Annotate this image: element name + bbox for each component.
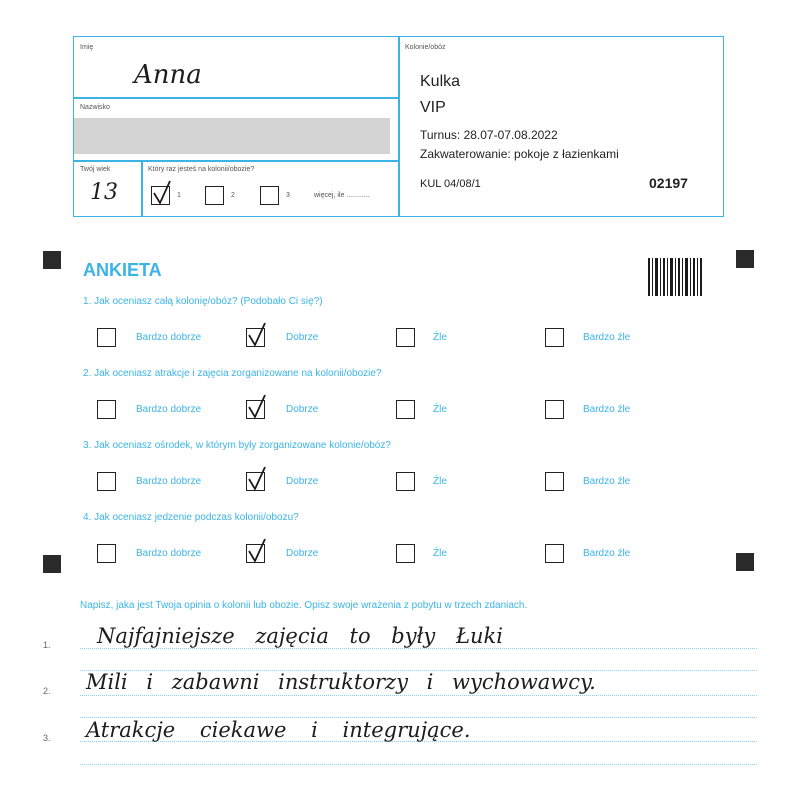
name-value: Anna [134,60,202,90]
registration-marker-top-right [736,250,754,268]
writing-line [80,764,757,765]
times-label: Który raz jesteś na kolonii/obozie? [148,166,255,173]
camp-name: Kulka [420,73,461,90]
check-mark-icon [245,321,269,349]
check-mark-icon [245,537,269,565]
question-4-option-label: Dobrze [286,548,319,559]
question-3-checkbox-2[interactable] [246,472,265,491]
question-4-checkbox-4[interactable] [545,544,564,563]
question-1-checkbox-4[interactable] [545,328,564,347]
question-3-option-label: Bardzo dobrze [136,476,202,487]
line-number-2: 2. [43,686,51,696]
question-1-text: 1. Jak oceniasz całą kolonię/obóz? (Podobało Ci się?) [83,296,323,307]
header-divider-surname [74,160,398,162]
times-option-3: 3 [286,192,290,199]
times-checkbox-3[interactable] [260,186,279,205]
age-label: Twój wiek [80,166,111,173]
times-option-2: 2 [231,192,235,199]
question-1-option-label: Bardzo dobrze [136,332,202,343]
turnus: Turnus: 28.07-07.08.2022 [420,128,558,142]
times-checkbox-2[interactable] [205,186,224,205]
question-2-checkbox-4[interactable] [545,400,564,419]
question-2-option-label: Bardzo dobrze [136,404,202,415]
answer-line-1[interactable]: Najfajniejsze zajęcia to były Łuki [97,624,503,648]
question-2-option-label: Bardzo źle [583,404,631,415]
question-1-checkbox-1[interactable] [97,328,116,347]
question-3-checkbox-1[interactable] [97,472,116,491]
writing-line [80,695,757,696]
question-3-option-label: Źle [433,476,447,487]
surname-redaction [74,118,390,154]
accommodation: Zakwaterowanie: pokoje z łazienkami [420,147,619,161]
header-divider-name [74,97,398,99]
question-2-option-label: Źle [433,404,447,415]
question-1-option-label: Źle [433,332,447,343]
registration-marker-top-left [43,251,61,269]
line-number-3: 3. [43,733,51,743]
header-divider-age [141,161,143,216]
question-4-checkbox-1[interactable] [97,544,116,563]
check-mark-icon [150,179,174,207]
camp-code: KUL 04/08/1 [420,178,481,190]
registration-marker-bottom-right [736,553,754,571]
line-number-1: 1. [43,640,51,650]
times-option-1: 1 [177,192,181,199]
writing-line [80,648,757,649]
question-4-option-label: Bardzo dobrze [136,548,202,559]
question-3-checkbox-4[interactable] [545,472,564,491]
times-checkbox-1[interactable] [151,186,170,205]
question-4-option-label: Bardzo źle [583,548,631,559]
survey-title: ANKIETA [83,260,162,280]
question-4-checkbox-2[interactable] [246,544,265,563]
question-2-checkbox-2[interactable] [246,400,265,419]
question-3-option-label: Dobrze [286,476,319,487]
check-mark-icon [245,465,269,493]
question-3-checkbox-3[interactable] [396,472,415,491]
question-4-text: 4. Jak oceniasz jedzenie podczas kolonii/obozu? [83,512,299,523]
opinion-prompt: Napisz, jaka jest Twoja opinia o kolonii lub obozie. Opisz swoje wrażenia z pobytu w trzech zdaniach. [80,600,528,611]
check-mark-icon [245,393,269,421]
age-value: 13 [90,180,118,205]
times-more-label: więcej, ile ............ [314,192,370,199]
question-2-option-label: Dobrze [286,404,319,415]
barcode-icon [648,258,702,296]
question-4-option-label: Źle [433,548,447,559]
answer-line-3[interactable]: Atrakcje ciekawe i integrujące. [86,718,471,742]
form-number: 02197 [649,175,688,191]
header-divider-vertical [398,37,400,216]
question-4-checkbox-3[interactable] [396,544,415,563]
camp-label: Kolonie/obóz [405,44,446,51]
question-1-checkbox-2[interactable] [246,328,265,347]
name-label: Imię [80,44,94,51]
question-2-checkbox-3[interactable] [396,400,415,419]
question-1-checkbox-3[interactable] [396,328,415,347]
camp-type: VIP [420,99,446,116]
question-2-text: 2. Jak oceniasz atrakcje i zajęcia zorganizowane na kolonii/obozie? [83,368,382,379]
question-3-text: 3. Jak oceniasz ośrodek, w którym były zorganizowane kolonie/obóz? [83,440,391,451]
surname-label: Nazwisko [80,104,110,111]
question-3-option-label: Bardzo źle [583,476,631,487]
question-1-option-label: Dobrze [286,332,319,343]
registration-marker-bottom-left [43,555,61,573]
question-1-option-label: Bardzo źle [583,332,631,343]
question-2-checkbox-1[interactable] [97,400,116,419]
answer-line-2[interactable]: Mili i zabawni instruktorzy i wychowawcy. [86,670,596,694]
